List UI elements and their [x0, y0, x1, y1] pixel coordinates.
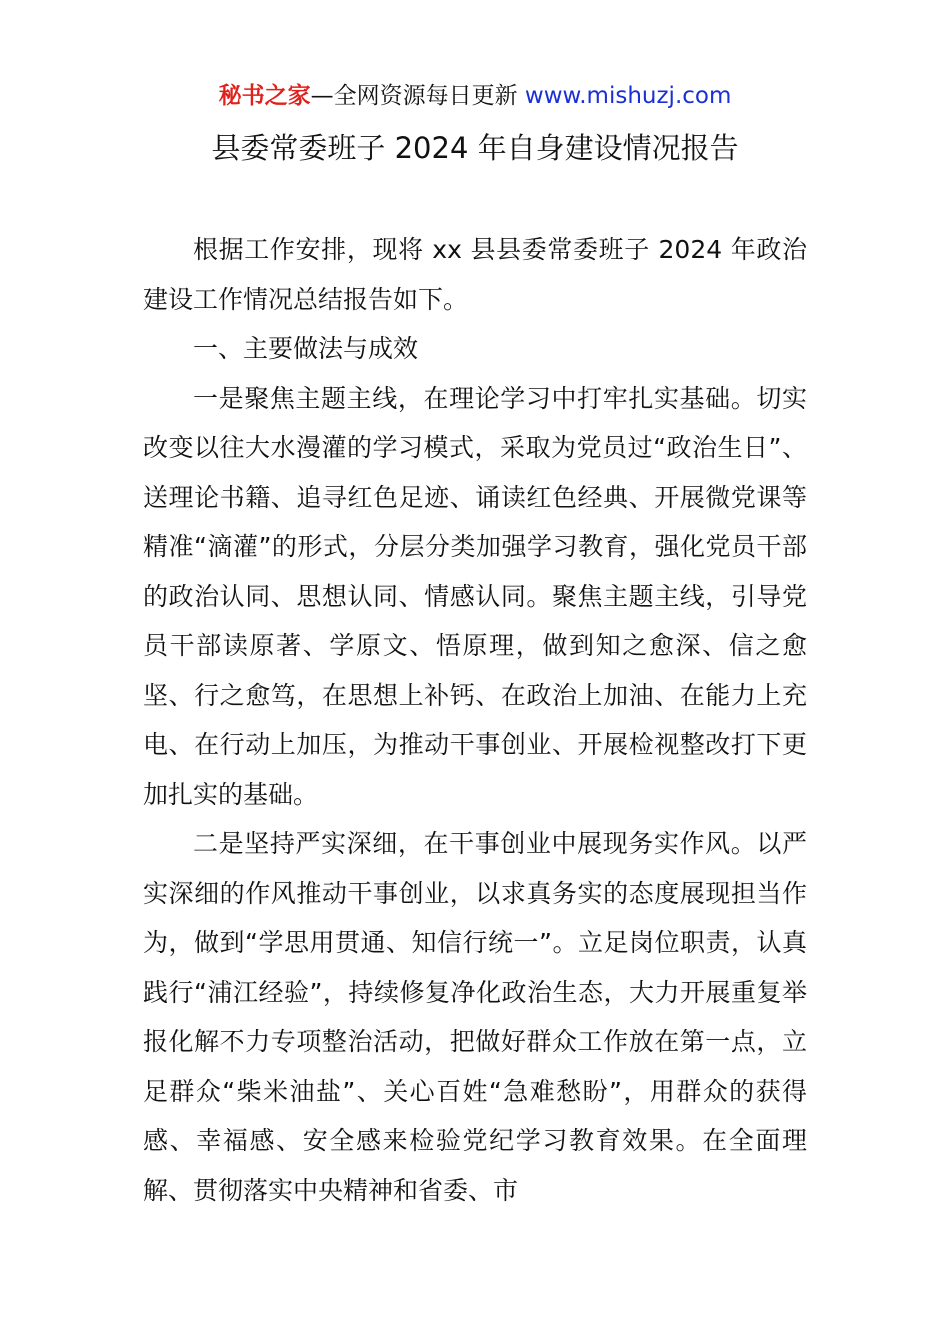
brand-name: 秘书之家	[218, 83, 311, 109]
site-link[interactable]: www.mishuzj.com	[524, 83, 732, 109]
site-header	[0, 80, 950, 112]
intro-paragraph: 根据工作安排，现将 xx 县县委常委班子 2024 年政治建设工作情况总结报告如下。	[143, 235, 807, 314]
header-tagline: —全网资源每日更新	[310, 83, 525, 109]
section-heading: 一、主要做法与成效	[193, 334, 419, 363]
body-paragraph: 一是聚焦主题主线，在理论学习中打牢扎实基础。切实改变以往大水漫灌的学习模式，采取为党员过“政治生日”、送理论书籍、追寻红色足迹、诵读红色经典、开展微党课等精准“滴灌”的形式，分层分类加强学习教育，强化党员干部的政治认同、思想认同、情感认同。聚焦主题主线，引导党员干部读原著、学原文、悟原理，做到知之愈深、信之愈坚、行之愈笃，在思想上补钙、在政治上加油、在能力上充电、在行动上加压，为推动干事创业、开展检视整改打下更加扎实的基础。	[143, 383, 807, 809]
document-body	[143, 225, 807, 1215]
document-title: 县委常委班子 2024 年自身建设情况报告	[211, 131, 739, 165]
body-paragraph: 二是坚持严实深细，在干事创业中展现务实作风。以严实深细的作风推动干事创业，以求真务实的态度展现担当作为，做到“学思用贯通、知信行统一”。立足岗位职责，认真践行“浦江经验”，持续修复净化政治生态，大力开展重复举报化解不力专项整治活动，把做好群众工作放在第一点，立足群众“柴米油盐”、关心百姓“急难愁盼”，用群众的获得感、幸福感、安全感来检验党纪学习教育效果。在全面理解、贯彻落实中央精神和省委、市	[143, 829, 807, 1205]
